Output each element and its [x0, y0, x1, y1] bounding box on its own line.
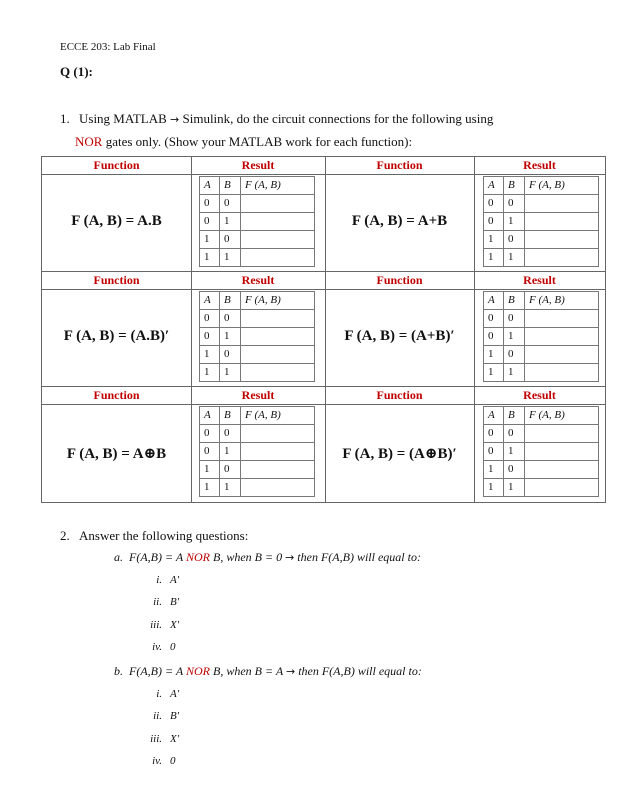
input-cell: 1: [220, 249, 241, 267]
table-header-cell: B: [220, 292, 241, 310]
table-row: [484, 213, 599, 231]
function-expression: F (A, B) = A.B: [71, 213, 162, 229]
input-cell: 1: [504, 479, 525, 497]
result-cell[interactable]: [525, 213, 599, 231]
q2-number: 2.: [60, 528, 70, 543]
q1-number: 1.: [60, 111, 70, 126]
input-cell: 1: [220, 213, 241, 231]
function-expression: F (A, B) = A+B: [351, 213, 448, 229]
q1-intro-pre: Using MATLAB: [79, 111, 167, 126]
result-cell[interactable]: [525, 425, 599, 443]
table-row: [484, 249, 599, 267]
result-cell[interactable]: [241, 461, 315, 479]
option-value: X': [170, 733, 180, 745]
input-cell: 1: [220, 479, 241, 497]
question-title: Q (1):: [60, 64, 93, 79]
result-cell[interactable]: [525, 310, 599, 328]
table-header-cell: F (A, B): [241, 177, 315, 195]
result-cell[interactable]: [525, 443, 599, 461]
table-row: [200, 461, 315, 479]
input-cell: 1: [484, 249, 504, 267]
nor-keyword: NOR: [75, 134, 103, 149]
answer-option[interactable]: [140, 641, 176, 653]
right-arrow-icon: →: [170, 113, 180, 126]
input-cell: 0: [200, 310, 220, 328]
nor-keyword: NOR: [185, 550, 210, 564]
table-header-cell: A: [484, 292, 504, 310]
table-header-cell: F (A, B): [241, 292, 315, 310]
q2-title: Answer the following questions:: [79, 528, 249, 543]
result-cell[interactable]: [241, 479, 315, 497]
input-cell: 0: [200, 425, 220, 443]
input-cell: 0: [504, 346, 525, 364]
q2-heading: [60, 528, 248, 544]
result-cell[interactable]: [241, 249, 315, 267]
input-cell: 1: [200, 364, 220, 382]
function-expression: F (A, B) = A⊕B: [66, 446, 167, 462]
result-cell[interactable]: [525, 461, 599, 479]
table-row: [200, 479, 315, 497]
input-cell: 0: [220, 461, 241, 479]
input-cell: 0: [504, 310, 525, 328]
table-header-cell: F (A, B): [525, 177, 599, 195]
option-value: A': [170, 688, 180, 700]
input-cell: 1: [200, 479, 220, 497]
result-header: Result: [523, 158, 556, 172]
input-cell: 0: [484, 195, 504, 213]
result-header: Result: [241, 273, 275, 287]
input-cell: 0: [484, 425, 504, 443]
result-cell[interactable]: [241, 425, 315, 443]
table-header-cell: F (A, B): [525, 407, 599, 425]
input-cell: 0: [200, 328, 220, 346]
table-row: [200, 195, 315, 213]
table-row: [484, 195, 599, 213]
input-cell: 1: [200, 231, 220, 249]
input-cell: 0: [504, 231, 525, 249]
input-cell: 0: [200, 213, 220, 231]
table-row: [200, 425, 315, 443]
table-header-cell: F (A, B): [241, 407, 315, 425]
input-cell: 0: [504, 195, 525, 213]
result-cell[interactable]: [525, 231, 599, 249]
input-cell: 1: [484, 479, 504, 497]
function-header: Function: [93, 158, 140, 172]
part-text: B, when B = A: [209, 664, 286, 678]
function-expression: F (A, B) = (A+B)′: [344, 328, 455, 344]
input-cell: 0: [220, 195, 241, 213]
option-value: B': [170, 710, 180, 722]
q2-part-question: [114, 664, 422, 679]
table-row: [484, 346, 599, 364]
table-header-cell: A: [484, 407, 504, 425]
option-value: 0: [170, 641, 176, 653]
function-expression: F (A, B) = (A⊕B)′: [342, 446, 457, 462]
right-arrow-icon: →: [285, 551, 295, 564]
part-letter: a.: [114, 550, 123, 564]
part-text: F(A,B) = A: [129, 664, 186, 678]
table-row: [200, 443, 315, 461]
input-cell: 0: [484, 328, 504, 346]
result-cell[interactable]: [525, 249, 599, 267]
input-cell: 1: [504, 364, 525, 382]
table-row: [200, 213, 315, 231]
answer-option[interactable]: [140, 596, 179, 608]
table-row: [484, 443, 599, 461]
function-table-grid: [41, 156, 606, 503]
input-cell: 1: [484, 346, 504, 364]
input-cell: 0: [484, 443, 504, 461]
truth-table: [483, 176, 599, 267]
input-cell: 1: [504, 249, 525, 267]
q1-instruction-line2: [75, 134, 412, 150]
function-header: Function: [376, 158, 423, 172]
result-cell[interactable]: [525, 364, 599, 382]
answer-option[interactable]: [140, 755, 176, 767]
function-header: Function: [376, 273, 423, 287]
input-cell: 1: [220, 364, 241, 382]
table-header-cell: A: [200, 407, 220, 425]
part-text: F(A,B) = A: [129, 550, 186, 564]
input-cell: 1: [504, 213, 525, 231]
part-text: then F(A,B) will equal to:: [295, 664, 422, 678]
table-header-cell: A: [200, 292, 220, 310]
input-cell: 0: [220, 310, 241, 328]
result-cell[interactable]: [525, 346, 599, 364]
input-cell: 0: [484, 310, 504, 328]
course-title: ECCE 203: Lab Final: [60, 41, 156, 53]
result-cell[interactable]: [241, 231, 315, 249]
result-header: Result: [523, 273, 556, 287]
function-header: Function: [93, 388, 140, 402]
option-value: X': [170, 619, 180, 631]
option-value: 0: [170, 755, 176, 767]
input-cell: 1: [200, 249, 220, 267]
input-cell: 1: [200, 346, 220, 364]
option-number: ii.: [153, 596, 162, 608]
table-row: [200, 346, 315, 364]
option-number: iv.: [152, 641, 162, 653]
table-row: [484, 425, 599, 443]
result-header: Result: [523, 388, 556, 402]
table-row: [484, 479, 599, 497]
right-arrow-icon: →: [285, 665, 296, 678]
answer-option[interactable]: [140, 574, 179, 586]
truth-table: [199, 406, 315, 497]
input-cell: 0: [200, 195, 220, 213]
answer-option[interactable]: [140, 710, 179, 722]
option-number: iv.: [152, 755, 162, 767]
input-cell: 0: [504, 425, 525, 443]
table-header-cell: B: [504, 407, 525, 425]
table-header-cell: B: [220, 407, 241, 425]
input-cell: 1: [484, 231, 504, 249]
result-header: Result: [241, 388, 275, 402]
table-row: [484, 231, 599, 249]
function-expression: F (A, B) = (A.B)′: [63, 328, 170, 344]
input-cell: 0: [220, 231, 241, 249]
result-header: Result: [241, 158, 275, 172]
q1-instruction-line1: [60, 111, 493, 127]
result-cell[interactable]: [241, 364, 315, 382]
result-cell[interactable]: [241, 195, 315, 213]
table-header-cell: B: [220, 177, 241, 195]
input-cell: 0: [504, 461, 525, 479]
nor-keyword: NOR: [185, 664, 210, 678]
input-cell: 1: [504, 328, 525, 346]
answer-option[interactable]: [140, 733, 179, 745]
part-letter: b.: [114, 664, 123, 678]
answer-option[interactable]: [140, 619, 179, 631]
table-row: [484, 364, 599, 382]
table-row: [484, 328, 599, 346]
truth-table: [199, 176, 315, 267]
table-row: [200, 310, 315, 328]
part-text: then F(A,B) will equal to:: [294, 550, 421, 564]
table-header-cell: B: [504, 177, 525, 195]
truth-table: [199, 291, 315, 382]
result-cell[interactable]: [241, 310, 315, 328]
result-cell[interactable]: [241, 443, 315, 461]
truth-table: [483, 291, 599, 382]
option-number: i.: [156, 688, 162, 700]
table-row: [200, 231, 315, 249]
result-cell[interactable]: [525, 328, 599, 346]
option-value: B': [170, 596, 180, 608]
input-cell: 1: [504, 443, 525, 461]
input-cell: 0: [220, 425, 241, 443]
table-header-cell: F (A, B): [525, 292, 599, 310]
table-header-cell: A: [200, 177, 220, 195]
table-row: [484, 461, 599, 479]
result-cell[interactable]: [241, 346, 315, 364]
input-cell: 0: [220, 346, 241, 364]
option-number: iii.: [150, 733, 162, 745]
table-header-cell: A: [484, 177, 504, 195]
table-row: [200, 249, 315, 267]
input-cell: 1: [484, 461, 504, 479]
table-row: [200, 364, 315, 382]
input-cell: 1: [220, 328, 241, 346]
answer-option[interactable]: [140, 688, 179, 700]
table-row: [200, 328, 315, 346]
result-cell[interactable]: [241, 213, 315, 231]
input-cell: 1: [200, 461, 220, 479]
result-cell[interactable]: [525, 479, 599, 497]
option-number: ii.: [153, 710, 162, 722]
result-cell[interactable]: [525, 195, 599, 213]
input-cell: 0: [484, 213, 504, 231]
input-cell: 0: [200, 443, 220, 461]
input-cell: 1: [220, 443, 241, 461]
option-number: i.: [156, 574, 162, 586]
part-text: B, when B = 0: [209, 550, 286, 564]
input-cell: 1: [484, 364, 504, 382]
function-header: Function: [376, 388, 423, 402]
option-value: A': [170, 574, 180, 586]
function-header: Function: [93, 273, 140, 287]
option-number: iii.: [150, 619, 162, 631]
q1-intro-post: Simulink, do the circuit connections for the following using: [182, 111, 494, 126]
truth-table: [483, 406, 599, 497]
table-row: [484, 310, 599, 328]
q2-part-question: [114, 550, 421, 565]
q1-intro-line2: gates only. (Show your MATLAB work for each function):: [105, 134, 413, 149]
result-cell[interactable]: [241, 328, 315, 346]
table-header-cell: B: [504, 292, 525, 310]
